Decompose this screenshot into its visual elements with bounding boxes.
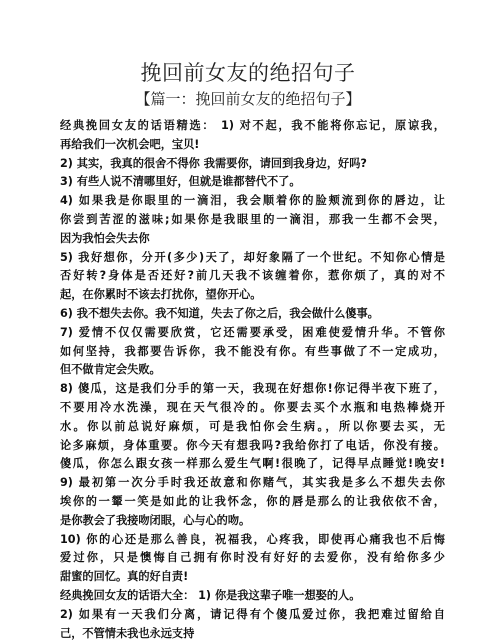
text-line: 4) 如果我是你眼里的一滴泪，我会顺着你的脸颊流到你的唇边，让 [60, 194, 445, 208]
text-line: 论多麻烦，身体重要。你今天有想我吗?我给你打了电话，你没有接。 [60, 438, 445, 452]
text-line: 但不做肯定会失败。 [60, 363, 161, 377]
text-line: 3) 有些人说不清哪里好，但就是谁都替代不了。 [60, 175, 301, 189]
text-line: 起，在你累时不该去打扰你，望你开心。 [60, 288, 262, 302]
text-line: 傻瓜，你怎么跟女孩一样那么爱生气啊!很晚了，记得早点睡觉!晚安! [60, 457, 445, 471]
text-line: 甜蜜的回忆。真的好自责! [60, 570, 189, 584]
text-line: 5) 我好想你，分开(多少)天了，却好象隔了一个世纪。不知你心情是 [60, 250, 445, 264]
document-subtitle: 【篇一：挽回前女友的绝招句子】 [135, 90, 361, 108]
text-line: 6) 我不想失去你。我不知道，失去了你之后，我会做什么傻事。 [60, 306, 379, 320]
text-line: 否好转?身体是否还好?前几天我不该缠着你，惹你烦了，真的对不 [60, 269, 445, 283]
text-line: 8) 傻瓜，这是我们分手的第一天，我现在好想你!你记得半夜下班了， [60, 382, 445, 396]
document-body [60, 117, 445, 643]
text-line: 9) 最初第一次分手时我还故意和你赌气，其实我是多么不想失去你 [60, 476, 445, 490]
text-line: 2) 如果有一天我们分离，请记得有个傻瓜爱过你，我把难过留给自 [60, 607, 445, 621]
document-title: 挽回前女友的绝招句子 [140, 61, 356, 85]
text-line: 如何坚持，我都要告诉你，我不能没有你。有些事做了不一定成功， [60, 344, 445, 358]
text-line: 10) 你的心还是那么善良，祝福我，心疼我，即使再心痛我也不后悔 [60, 532, 445, 546]
text-line: 水。你以前总说好麻烦，可是我怕你会生病。，所以你要去买，无 [60, 419, 445, 433]
text-line: 你尝到苦涩的滋味;如果你是我眼里的一滴泪，那我一生都不会哭， [60, 212, 445, 226]
text-line: 爱过你，只是懊悔自己拥有你时没有好好的去爱你，没有给你多少 [60, 551, 445, 565]
text-line: 己，不管情未我也永远支持 [60, 626, 195, 640]
text-line: 不要用冷水洗澡，现在天气很冷的。你要去买个水瓶和电热棒烧开 [60, 400, 445, 414]
text-line: 经典挽回女友的话语精选： 1) 对不起，我不能将你忘记，原谅我， [60, 119, 445, 132]
text-line: 再给我们一次机会吧，宝贝! [60, 137, 200, 151]
text-line: 7) 爱情不仅仅需要欣赏，它还需要承受，困难使爱情升华。不管你 [60, 325, 445, 339]
text-line: 因为我怕会失去你 [60, 231, 150, 245]
text-line: 经典挽回女友的话语大全： 1) 你是我这辈子唯一想娶的人。 [60, 588, 361, 602]
text-line: 埃你的一颦一笑是如此的让我怀念，你的唇是那么的让我依依不舍， [60, 494, 445, 508]
text-line: 是你教会了我接吻闭眼，心与心的吻。 [60, 513, 251, 527]
text-line: 2) 其实，我真的很舍不得你 我需要你，请回到我身边，好吗? [60, 156, 367, 170]
